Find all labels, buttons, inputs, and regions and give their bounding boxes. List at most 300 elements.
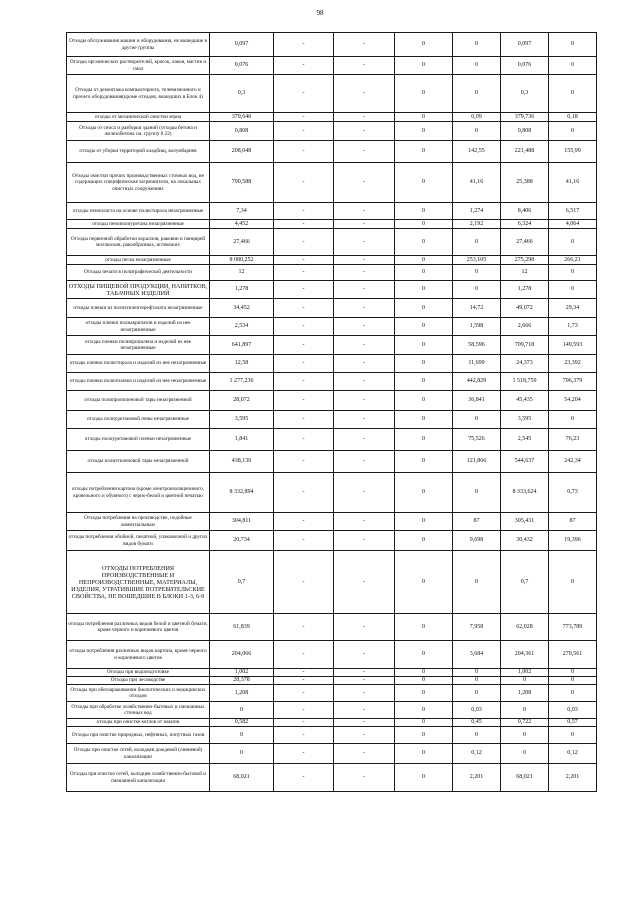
value-cell-col-5: 0 [453,411,501,429]
value-cell-col-1: 68,021 [210,764,274,792]
value-cell-col-2: - [274,719,334,727]
value-cell-col-1: 208,048 [210,141,274,163]
value-cell-col-2: - [274,764,334,792]
value-cell-col-1: 12,58 [210,355,274,373]
value-cell-col-6: 8 333,624 [501,473,549,513]
value-cell-col-1: 0,076 [210,57,274,75]
value-cell-col-3: - [334,411,395,429]
value-cell-col-6: 1,002 [501,669,549,677]
value-cell-col-7: 76,23 [549,429,597,451]
value-cell-col-2: - [274,744,334,764]
value-cell-col-2: - [274,220,334,229]
value-cell-col-2: - [274,122,334,141]
value-cell-col-5: 0 [453,75,501,113]
value-cell-col-1: 0 [210,702,274,719]
value-cell-col-1: 379,646 [210,113,274,122]
value-cell-col-6: 45,435 [501,391,549,411]
value-cell-col-1: 20,734 [210,531,274,551]
waste-name-cell: ОТХОДЫ ПОТРЕБЛЕНИЯ ПРОИЗВОДСТВЕННЫЕ И НЕПРОИЗВОДСТВЕННЫЕ, МАТЕРИАЛЫ, ИЗДЕЛИЯ, УТРАТИВШИЕ ПОТРЕБИТЕЛЬСКИЕ СВОЙСТВА, НЕ ВОШЕДШИЕ В БЛОКИ 1-3, 6-9 [67,551,210,614]
value-cell-col-3: - [334,256,395,265]
value-cell-col-7: 4,064 [549,220,597,229]
value-cell-col-6: 27,466 [501,229,549,256]
value-cell-col-3: - [334,203,395,220]
waste-name-cell: отходы пленки полиэтилена и изделий из нее незагрязненные [67,373,210,391]
waste-table-body [67,33,597,792]
value-cell-col-5: 87 [453,513,501,531]
value-cell-col-7: 0 [549,551,597,614]
value-cell-col-1: 790,588 [210,163,274,203]
table-row [67,702,597,719]
table-row [67,318,597,336]
waste-name-cell: Отходы потребления на производстве, подобные коммунальным [67,513,210,531]
value-cell-col-6: 305,431 [501,513,549,531]
waste-name-cell: Отходы при очистке сетей, колодцев хозяйственно-бытовой и смешанной канализации [67,764,210,792]
table-row [67,429,597,451]
value-cell-col-7: 54,204 [549,391,597,411]
value-cell-col-7: 0,12 [549,744,597,764]
waste-name-cell: Отходы при очистке природных, нефтяных, попутных газов [67,727,210,744]
value-cell-col-6: 0,076 [501,57,549,75]
table-row [67,113,597,122]
waste-name-cell: Отходы печати в полиграфической деятельности [67,265,210,281]
value-cell-col-4: 0 [395,391,453,411]
table-row [67,614,597,641]
value-cell-col-5: 11,699 [453,355,501,373]
waste-name-cell: отходы при очистке котлов от накипи [67,719,210,727]
value-cell-col-3: - [334,122,395,141]
value-cell-col-6: 1,278 [501,281,549,299]
value-cell-col-7: 87 [549,513,597,531]
value-cell-col-5: 1,274 [453,203,501,220]
value-cell-col-3: - [334,685,395,702]
value-cell-col-3: - [334,299,395,318]
value-cell-col-6: 204,361 [501,641,549,669]
value-cell-col-1: 0,808 [210,122,274,141]
value-cell-col-4: 0 [395,122,453,141]
value-cell-col-1: 12 [210,265,274,281]
value-cell-col-7: 0 [549,122,597,141]
value-cell-col-5: 1,598 [453,318,501,336]
value-cell-col-4: 0 [395,299,453,318]
value-cell-col-3: - [334,727,395,744]
value-cell-col-5: 0 [453,685,501,702]
table-row [67,203,597,220]
waste-table [66,32,597,792]
value-cell-col-1: 28,378 [210,677,274,685]
value-cell-col-3: - [334,677,395,685]
value-cell-col-4: 0 [395,220,453,229]
value-cell-col-1: 0,582 [210,719,274,727]
value-cell-col-7: 796,379 [549,373,597,391]
value-cell-col-4: 0 [395,451,453,473]
value-cell-col-7: 0 [549,57,597,75]
waste-name-cell: отходы потребления различных видов белой и цветной бумаги, кроме черного и коричневого цветов [67,614,210,641]
value-cell-col-2: - [274,141,334,163]
value-cell-col-1: 34,452 [210,299,274,318]
waste-name-cell: отходы потребления различных видов картона, кроме черного и коричневого цветов [67,641,210,669]
value-cell-col-2: - [274,163,334,203]
value-cell-col-4: 0 [395,318,453,336]
value-cell-col-7: 0 [549,727,597,744]
value-cell-col-5: 0 [453,669,501,677]
value-cell-col-3: - [334,702,395,719]
value-cell-col-1: 641,897 [210,336,274,355]
value-cell-col-6: 30,432 [501,531,549,551]
value-cell-col-5: 442,829 [453,373,501,391]
table-row [67,122,597,141]
waste-name-cell: Отходы очистки прочих производственных сточных вод, не содержащих специфические загрязнители, на локальных очистных сооружениях [67,163,210,203]
value-cell-col-6: 0,808 [501,122,549,141]
value-cell-col-6: 0,7 [501,551,549,614]
value-cell-col-6: 0,3 [501,75,549,113]
table-row [67,764,597,792]
waste-name-cell: Отходы при водоподготовке [67,669,210,677]
value-cell-col-5: 0 [453,473,501,513]
value-cell-col-2: - [274,513,334,531]
value-cell-col-7: 0,73 [549,473,597,513]
table-row [67,513,597,531]
value-cell-col-6: 379,736 [501,113,549,122]
value-cell-col-4: 0 [395,336,453,355]
value-cell-col-6: 68,021 [501,764,549,792]
value-cell-col-5: 0 [453,727,501,744]
value-cell-col-2: - [274,677,334,685]
value-cell-col-1: 0 [210,727,274,744]
value-cell-col-2: - [274,531,334,551]
value-cell-col-2: - [274,641,334,669]
value-cell-col-4: 0 [395,614,453,641]
value-cell-col-5: 14,72 [453,299,501,318]
value-cell-col-7: 0 [549,281,597,299]
value-cell-col-1: 438,136 [210,451,274,473]
value-cell-col-7: 0,18 [549,113,597,122]
table-row [67,719,597,727]
table-row [67,57,597,75]
value-cell-col-4: 0 [395,203,453,220]
value-cell-col-7: 149,593 [549,336,597,355]
value-cell-col-4: 0 [395,229,453,256]
value-cell-col-6: 1,208 [501,685,549,702]
value-cell-col-1: 8 080,252 [210,256,274,265]
value-cell-col-3: - [334,513,395,531]
value-cell-col-7: 41,16 [549,163,597,203]
value-cell-col-2: - [274,727,334,744]
table-row [67,299,597,318]
value-cell-col-7: 155,99 [549,141,597,163]
table-row [67,163,597,203]
value-cell-col-2: - [274,203,334,220]
table-row [67,336,597,355]
value-cell-col-7: 23,392 [549,355,597,373]
value-cell-col-7: 2,201 [549,764,597,792]
waste-name-cell: отходы потребления обойной, печатной, упаковочной и других видов бумаги [67,531,210,551]
value-cell-col-5: 0 [453,33,501,57]
value-cell-col-3: - [334,265,395,281]
value-cell-col-4: 0 [395,473,453,513]
value-cell-col-6: 0 [501,744,549,764]
value-cell-col-7: 0 [549,229,597,256]
value-cell-col-5: 0 [453,281,501,299]
table-row [67,727,597,744]
table-row [67,411,597,429]
value-cell-col-4: 0 [395,719,453,727]
value-cell-col-2: - [274,281,334,299]
table-row [67,451,597,473]
value-cell-col-3: - [334,429,395,451]
value-cell-col-2: - [274,57,334,75]
value-cell-col-1: 7,34 [210,203,274,220]
value-cell-col-1: 2,534 [210,318,274,336]
value-cell-col-7: 0 [549,669,597,677]
value-cell-col-2: - [274,551,334,614]
waste-name-cell: отходы пленки из полиэтилентерефталата незагрязненные [67,299,210,318]
value-cell-col-3: - [334,744,395,764]
waste-name-cell: отходы пенопласта на основе полистирола незагрязненные [67,203,210,220]
value-cell-col-6: 275,298 [501,256,549,265]
value-cell-col-3: - [334,551,395,614]
table-row [67,473,597,513]
waste-name-cell: Отходы при обеззараживании биологических и медицинских отходов [67,685,210,702]
value-cell-col-1: 1 277,236 [210,373,274,391]
value-cell-col-4: 0 [395,702,453,719]
waste-name-cell: отходы пленки полипропилена и изделий из нее незагрязненные [67,336,210,355]
value-cell-col-5: 121,866 [453,451,501,473]
value-cell-col-6: 2,666 [501,318,549,336]
value-cell-col-3: - [334,33,395,57]
table-row [67,265,597,281]
waste-name-cell: Отходы первичной обработки кораллов, раковин и панцирей моллюсков, ракообразных, иглокожих [67,229,210,256]
waste-name-cell: отходы пленки полиакрилатов и изделий из нее незагрязненные [67,318,210,336]
value-cell-col-6: 0 [501,677,549,685]
value-cell-col-2: - [274,473,334,513]
value-cell-col-1: 3,595 [210,411,274,429]
value-cell-col-3: - [334,669,395,677]
table-row [67,744,597,764]
table-row [67,281,597,299]
page-number: 98 [316,9,324,17]
value-cell-col-5: 253,105 [453,256,501,265]
value-cell-col-2: - [274,451,334,473]
value-cell-col-6: 1 518,759 [501,373,549,391]
value-cell-col-4: 0 [395,256,453,265]
value-cell-col-4: 0 [395,429,453,451]
table-row [67,355,597,373]
value-cell-col-4: 0 [395,513,453,531]
value-cell-col-3: - [334,531,395,551]
value-cell-col-4: 0 [395,764,453,792]
value-cell-col-4: 0 [395,33,453,57]
value-cell-col-3: - [334,391,395,411]
value-cell-col-3: - [334,473,395,513]
value-cell-col-1: 0,3 [210,75,274,113]
value-cell-col-1: 304,811 [210,513,274,531]
value-cell-col-7: 0,57 [549,719,597,727]
waste-name-cell: Отходы при обработке хозяйственно-бытовых и смешанных сточных вод [67,702,210,719]
table-row [67,531,597,551]
value-cell-col-1: 204,066 [210,641,274,669]
value-cell-col-3: - [334,355,395,373]
table-row [67,677,597,685]
value-cell-col-1: 0,097 [210,33,274,57]
value-cell-col-1: 1,002 [210,669,274,677]
value-cell-col-7: 242,34 [549,451,597,473]
value-cell-col-2: - [274,318,334,336]
value-cell-col-7: 0 [549,265,597,281]
value-cell-col-7: 0 [549,75,597,113]
value-cell-col-7: 29,34 [549,299,597,318]
value-cell-col-5: 2,201 [453,764,501,792]
value-cell-col-6: 62,028 [501,614,549,641]
value-cell-col-3: - [334,75,395,113]
waste-name-cell: отходы от механической очистки зерна [67,113,210,122]
waste-name-cell: Отходы от демонтажа компьютерного, телевизионного и прочего оборудования(кроме отходов, вошедших в Блок 4) [67,75,210,113]
value-cell-col-7: 773,789 [549,614,597,641]
value-cell-col-2: - [274,75,334,113]
value-cell-col-3: - [334,141,395,163]
value-cell-col-2: - [274,391,334,411]
value-cell-col-3: - [334,220,395,229]
table-row [67,220,597,229]
value-cell-col-6: 6,324 [501,220,549,229]
value-cell-col-2: - [274,113,334,122]
waste-name-cell: отходы от уборки территорий кладбищ, колумбариев [67,141,210,163]
table-row [67,391,597,411]
value-cell-col-2: - [274,299,334,318]
value-cell-col-2: - [274,373,334,391]
value-cell-col-6: 0 [501,727,549,744]
value-cell-col-6: 12 [501,265,549,281]
value-cell-col-2: - [274,685,334,702]
value-cell-col-3: - [334,614,395,641]
value-cell-col-4: 0 [395,373,453,391]
value-cell-col-7: 0,03 [549,702,597,719]
value-cell-col-2: - [274,669,334,677]
value-cell-col-5: 7,958 [453,614,501,641]
value-cell-col-1: 61,839 [210,614,274,641]
value-cell-col-6: 25,388 [501,163,549,203]
value-cell-col-5: 58,596 [453,336,501,355]
value-cell-col-7: 270,561 [549,641,597,669]
value-cell-col-3: - [334,57,395,75]
value-cell-col-4: 0 [395,113,453,122]
value-cell-col-5: 0 [453,677,501,685]
value-cell-col-6: 3,595 [501,411,549,429]
value-cell-col-5: 0,45 [453,719,501,727]
value-cell-col-4: 0 [395,75,453,113]
value-cell-col-1: 28,072 [210,391,274,411]
table-row [67,373,597,391]
value-cell-col-3: - [334,336,395,355]
value-cell-col-6: 0,097 [501,33,549,57]
table-row [67,685,597,702]
table-row [67,75,597,113]
value-cell-col-3: - [334,764,395,792]
value-cell-col-4: 0 [395,355,453,373]
value-cell-col-5: 0,12 [453,744,501,764]
value-cell-col-6: 24,373 [501,355,549,373]
table-row [67,641,597,669]
value-cell-col-1: 1,208 [210,685,274,702]
value-cell-col-3: - [334,318,395,336]
waste-name-cell: отходы потребления картона (кроме электроизоляционного, кровельного и обувного) с черно-белой и цветной печатью [67,473,210,513]
value-cell-col-3: - [334,163,395,203]
value-cell-col-1: 1,278 [210,281,274,299]
waste-name-cell: Отходы обслуживания машин и оборудования, не вошедшие в другие группы [67,33,210,57]
table-row [67,141,597,163]
value-cell-col-6: 709,718 [501,336,549,355]
value-cell-col-2: - [274,256,334,265]
value-cell-col-4: 0 [395,744,453,764]
value-cell-col-3: - [334,641,395,669]
value-cell-col-6: 0 [501,702,549,719]
value-cell-col-2: - [274,265,334,281]
value-cell-col-5: 75,526 [453,429,501,451]
value-cell-col-4: 0 [395,57,453,75]
value-cell-col-7: 19,396 [549,531,597,551]
value-cell-col-4: 0 [395,685,453,702]
value-cell-col-3: - [334,451,395,473]
waste-name-cell: отходы полипропиленовой тары незагрязненной [67,391,210,411]
value-cell-col-5: 0 [453,57,501,75]
value-cell-col-5: 2,192 [453,220,501,229]
value-cell-col-7: 266,21 [549,256,597,265]
value-cell-col-5: 41,16 [453,163,501,203]
waste-name-cell: отходы полиэтиленовой тары незагрязненной [67,451,210,473]
value-cell-col-1: 0 [210,744,274,764]
value-cell-col-2: - [274,614,334,641]
table-row [67,33,597,57]
value-cell-col-1: 27,466 [210,229,274,256]
value-cell-col-5: 0 [453,551,501,614]
value-cell-col-2: - [274,355,334,373]
value-cell-col-6: 221,488 [501,141,549,163]
value-cell-col-3: - [334,113,395,122]
value-cell-col-5: 0 [453,265,501,281]
table-row [67,551,597,614]
value-cell-col-1: 8 332,894 [210,473,274,513]
value-cell-col-4: 0 [395,141,453,163]
value-cell-col-6: 0,722 [501,719,549,727]
value-cell-col-5: 0,03 [453,702,501,719]
waste-name-cell: отходы пленки полистирола и изделий из нее незагрязненные [67,355,210,373]
value-cell-col-3: - [334,229,395,256]
value-cell-col-4: 0 [395,551,453,614]
waste-name-cell: отходы полиуретановой пены незагрязненные [67,411,210,429]
value-cell-col-5: 142,55 [453,141,501,163]
value-cell-col-7: 1,73 [549,318,597,336]
value-cell-col-2: - [274,429,334,451]
value-cell-col-6: 2,545 [501,429,549,451]
table-row [67,669,597,677]
table-row [67,229,597,256]
value-cell-col-2: - [274,33,334,57]
value-cell-col-3: - [334,373,395,391]
value-cell-col-5: 0,09 [453,113,501,122]
value-cell-col-7: 6,517 [549,203,597,220]
value-cell-col-2: - [274,229,334,256]
waste-name-cell: Отходы при лесоводстве [67,677,210,685]
value-cell-col-5: 3,684 [453,641,501,669]
value-cell-col-4: 0 [395,677,453,685]
waste-name-cell: отходы пенополиуретана незагрязненные [67,220,210,229]
value-cell-col-4: 0 [395,641,453,669]
value-cell-col-5: 9,698 [453,531,501,551]
value-cell-col-1: 0,7 [210,551,274,614]
value-cell-col-3: - [334,281,395,299]
value-cell-col-4: 0 [395,281,453,299]
waste-name-cell: Отходы при очистке сетей, колодцев дождевой (ливневой) канализации [67,744,210,764]
waste-name-cell: ОТХОДЫ ПИЩЕВОЙ ПРОДУКЦИИ, НАПИТКОВ, ТАБАЧНЫХ ИЗДЕЛИЙ [67,281,210,299]
